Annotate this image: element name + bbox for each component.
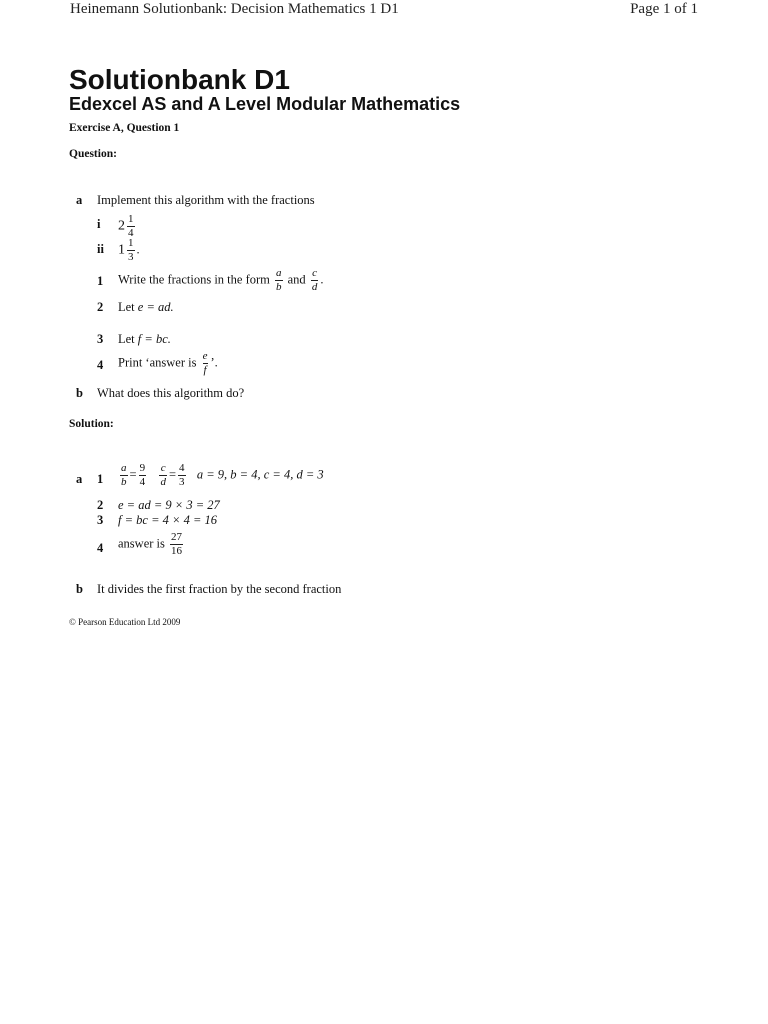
question-i-label: i (97, 217, 101, 231)
solution-b-label: b (76, 582, 83, 596)
fraction-mixed-ii: 1 $\frac{1}{3}$ . (118, 237, 140, 263)
question-b-label: b (76, 386, 83, 400)
page-subtitle: Edexcel AS and A Level Modular Mathematics (69, 94, 461, 114)
question-a-label: a (76, 193, 83, 207)
question-b-text: What does this algorithm do? (97, 386, 245, 400)
solution-1-label: 1 (97, 472, 104, 486)
solution-4-label: 4 (97, 541, 104, 555)
header-title: Heinemann Solutionbank: Decision Mathematics 1 D1 (70, 1, 399, 17)
solution-2-label: 2 (97, 498, 104, 512)
step-2-label: 2 (97, 300, 104, 314)
solution-b-text: It divides the first fraction by the second fraction (97, 582, 342, 596)
step-3-label: 3 (97, 332, 104, 346)
exercise-label: Exercise A, Question 1 (69, 122, 180, 134)
solution-heading: Solution: (69, 418, 114, 430)
solution-a-label: a (76, 472, 83, 486)
solution-3-label: 3 (97, 513, 104, 527)
solution-1-equations: $\frac{a}{b}$ = $\frac{9}{4}$ $\frac{c}{d}$ = $\frac{4}{3}$ a = 9, b = 4, c = 4, d = 3 (121, 462, 324, 488)
question-ii-label: ii (97, 242, 104, 256)
question-heading: Question: (69, 148, 117, 160)
step-3-text: Let f = bc. (118, 332, 171, 346)
step-4-text: Print ‘answer is $\frac{e}{f}$ ’. (118, 350, 218, 376)
solution-2-text: e = ad = 9 × 3 = 27 (118, 498, 220, 512)
page-title: Solutionbank D1 (69, 64, 290, 95)
step-2-text: Let e = ad. (118, 300, 174, 314)
solution-3-text: f = bc = 4 × 4 = 16 (118, 513, 218, 527)
solution-4-text: answer is $\frac{27}{16}$ (118, 531, 182, 557)
fraction-mixed-i: 2 $\frac{1}{4}$ (118, 213, 134, 239)
step-4-label: 4 (97, 358, 104, 372)
step-1-label: 1 (97, 274, 104, 288)
question-a-text: Implement this algorithm with the fractions (97, 193, 315, 207)
copyright: © Pearson Education Ltd 2009 (69, 617, 181, 627)
page-number: Page 1 of 1 (630, 1, 698, 17)
step-1-text: Write the fractions in the form $\frac{a}{b}$ and $\frac{c}{d}$ . (118, 267, 324, 293)
